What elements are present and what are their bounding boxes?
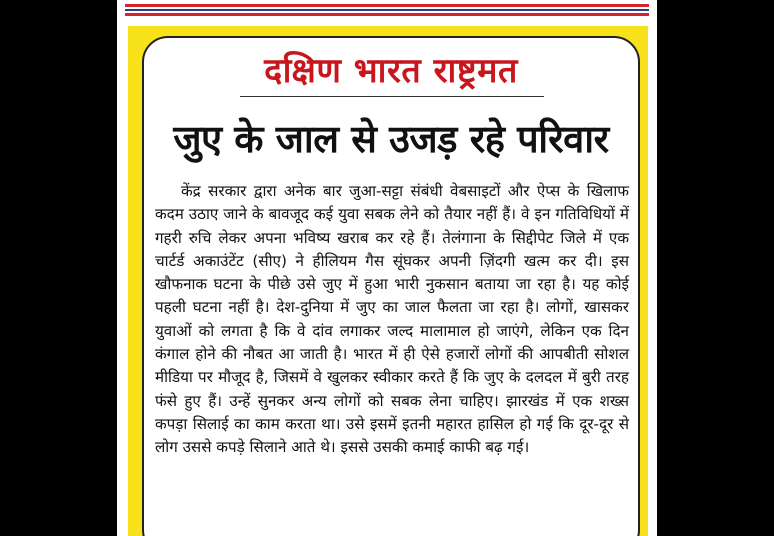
masthead-underline [240, 96, 544, 97]
headline: जुए के जाल से उजड़ रहे परिवार [173, 117, 609, 161]
top-rule-blue [125, 9, 649, 11]
editorial-card [142, 36, 640, 536]
masthead: दक्षिण भारत राष्ट्रमत [264, 51, 518, 91]
article-body: केंद्र सरकार द्वारा अनेक बार जुआ-सट्टा संबंधी वेबसाइटों और ऐप्स के खिलाफ कदम उठाए जाने के बावजूद कई युवा सबक लेने को तैयार नहीं हैं। वे इन गतिविधियों में गहरी रुचि लेकर अपना भविष्य खराब कर रहे हैं। तेलंगाना के सिद्दीपेट जिले में एक चार्टर्ड अकाउंटेंट (सीए) ने हीलियम गैस सूंघकर अपनी ज़िंदगी खत्म कर दी। इस खौफनाक घटना के पीछे उसे जुए में हुआ भारी नुकसान बताया जा रहा है। यह कोई पहली घटना नहीं है। देश-दुनिया में जुए का जाल फैलता जा रहा है। लोगों, खासकर युवाओं को लगता है कि वे दांव लगाकर जल्द मालामाल हो जाएंगे, लेकिन एक दिन कंगाल होने की नौबत आ जाती है। भारत में ही ऐसे हजारों लोगों की आपबीती सोशल मीडिया पर मौजूद है, जिसमें वे खुलकर स्वीकार करते हैं कि जुए के दलदल में बुरी तरह फंसे हुए हैं। उन्हें सुनकर अन्य लोगों को सबक लेना चाहिए। झारखंड में एक शख्स कपड़ा सिलाई का काम करता था। उसे इसमें इतनी महारत हासिल हो गई कि दूर-दूर से लोग उससे कपड़े सिलाने आते थे। इससे उसकी कमाई काफी बढ़ गई। [155, 182, 629, 457]
top-rule-red [125, 4, 649, 7]
top-rule-red-2 [125, 13, 649, 16]
newspaper-page [117, 0, 657, 536]
